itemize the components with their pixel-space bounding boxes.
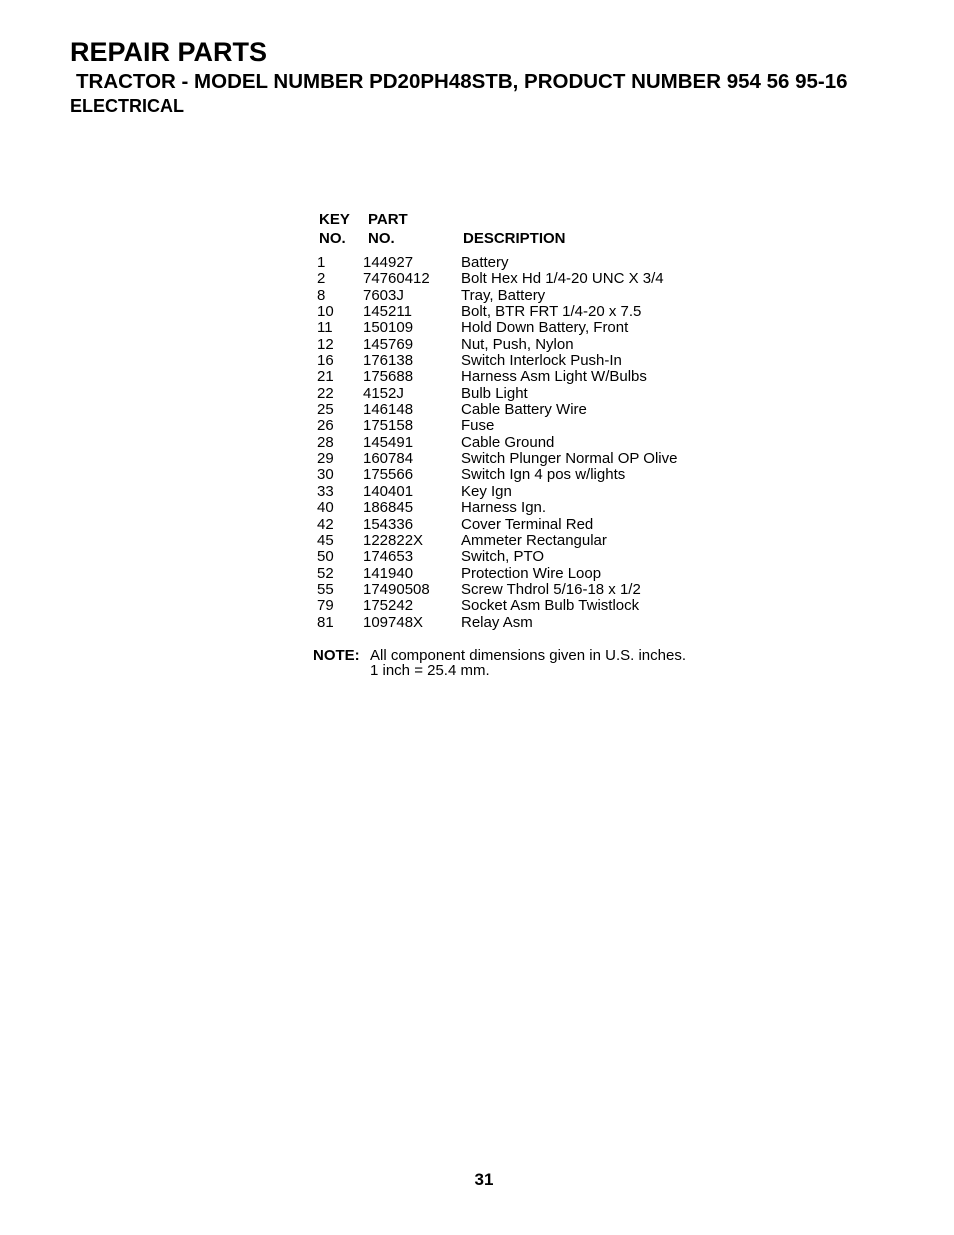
part-no-cell: 146148 [363, 401, 414, 419]
part-no-cell: 154336 [363, 515, 414, 533]
table-row [317, 337, 737, 353]
part-no-cell: 175242 [363, 597, 414, 615]
part-no-cell: 140401 [363, 482, 414, 500]
table-row [317, 435, 737, 451]
key-no-cell: 52 [317, 564, 334, 582]
table-row [317, 484, 737, 500]
key-no-cell: 11 [317, 319, 333, 337]
part-no-cell: 7603J [363, 286, 404, 304]
description-cell: Socket Asm Bulb Twistlock [461, 597, 640, 615]
key-no-cell: 29 [317, 450, 334, 468]
table-row [317, 467, 737, 483]
table-row [317, 288, 737, 304]
description-cell: Harness Ign. [461, 499, 547, 517]
table-row [317, 353, 737, 369]
description-cell: Key Ign [461, 482, 512, 500]
key-no-cell: 22 [317, 384, 334, 402]
table-row [317, 566, 737, 582]
table-row [317, 500, 737, 516]
description-cell: Cover Terminal Red [461, 515, 594, 533]
part-no-cell: 175688 [363, 368, 414, 386]
key-no-cell: 42 [317, 515, 334, 533]
parts-table [317, 211, 737, 631]
header-part-line1: PART [368, 211, 408, 228]
note-line1: All component dimensions given in U.S. inches. [370, 647, 686, 664]
key-no-cell: 16 [317, 352, 334, 370]
description-cell: Bolt, BTR FRT 1/4-20 x 7.5 [461, 303, 642, 321]
table-row [317, 549, 737, 565]
key-no-cell: 25 [317, 401, 334, 419]
header-key-line1: KEY [319, 211, 350, 228]
key-no-cell: 12 [317, 335, 334, 353]
part-no-cell: 176138 [363, 352, 414, 370]
description-cell: Protection Wire Loop [461, 564, 602, 582]
description-cell: Switch Ign 4 pos w/lights [461, 466, 626, 484]
part-no-cell: 175158 [363, 417, 414, 435]
part-no-cell: 17490508 [363, 580, 430, 598]
part-no-cell: 109748X [363, 613, 424, 631]
part-no-cell: 174653 [363, 548, 414, 566]
key-no-cell: 50 [317, 548, 334, 566]
table-row [317, 320, 737, 336]
description-cell: Relay Asm [461, 613, 533, 631]
description-cell: Switch, PTO [461, 548, 545, 566]
table-row [317, 402, 737, 418]
key-no-cell: 45 [317, 531, 334, 549]
table-row [317, 255, 737, 271]
part-no-cell: 186845 [363, 499, 414, 517]
key-no-cell: 21 [317, 368, 334, 386]
description-cell: Ammeter Rectangular [461, 531, 607, 549]
description-cell: Fuse [461, 417, 495, 435]
key-no-cell: 2 [317, 270, 326, 288]
header-description: DESCRIPTION [463, 230, 566, 247]
page-title: REPAIR PARTS [70, 37, 268, 67]
part-no-cell: 4152J [363, 384, 404, 402]
table-row [317, 418, 737, 434]
page-subtitle: TRACTOR - MODEL NUMBER PD20PH48STB, PRODUCT NUMBER 954 56 95-16 [76, 70, 848, 93]
key-no-cell: 1 [317, 254, 326, 271]
key-no-cell: 10 [317, 303, 334, 321]
table-row [317, 533, 737, 549]
part-no-cell: 74760412 [363, 270, 430, 288]
description-cell: Harness Asm Light W/Bulbs [461, 368, 647, 386]
table-row [317, 271, 737, 287]
key-no-cell: 81 [317, 613, 334, 631]
part-no-cell: 144927 [363, 254, 414, 271]
note-label: NOTE: [313, 647, 360, 664]
part-no-cell: 150109 [363, 319, 414, 337]
key-no-cell: 79 [317, 597, 334, 615]
description-cell: Tray, Battery [461, 286, 546, 304]
description-cell: Cable Ground [461, 433, 555, 451]
table-row [317, 582, 737, 598]
header-part-line2: NO. [368, 230, 395, 247]
description-cell: Bulb Light [461, 384, 528, 402]
section-title: ELECTRICAL [70, 96, 184, 116]
part-no-cell: 122822X [363, 531, 424, 549]
key-no-cell: 40 [317, 499, 334, 517]
description-cell: Bolt Hex Hd 1/4-20 UNC X 3/4 [461, 270, 664, 288]
part-no-cell: 145491 [363, 433, 414, 451]
part-no-cell: 145211 [363, 303, 412, 321]
table-row [317, 598, 737, 614]
parts-table-header [317, 211, 737, 253]
description-cell: Nut, Push, Nylon [461, 335, 574, 353]
part-no-cell: 141940 [363, 564, 414, 582]
key-no-cell: 30 [317, 466, 334, 484]
table-row [317, 304, 737, 320]
description-cell: Battery [461, 254, 509, 271]
key-no-cell: 28 [317, 433, 334, 451]
key-no-cell: 55 [317, 580, 334, 598]
description-cell: Cable Battery Wire [461, 401, 587, 419]
table-row [317, 369, 737, 385]
description-cell: Hold Down Battery, Front [461, 319, 629, 337]
note-line2: 1 inch = 25.4 mm. [370, 662, 490, 679]
part-no-cell: 175566 [363, 466, 414, 484]
key-no-cell: 26 [317, 417, 334, 435]
part-no-cell: 160784 [363, 450, 414, 468]
key-no-cell: 33 [317, 482, 334, 500]
table-row [317, 615, 737, 631]
table-row [317, 451, 737, 467]
page-number: 31 [474, 1170, 494, 1189]
description-cell: Switch Interlock Push-In [461, 352, 622, 370]
key-no-cell: 8 [317, 286, 326, 304]
table-row [317, 386, 737, 402]
part-no-cell: 145769 [363, 335, 414, 353]
description-cell: Switch Plunger Normal OP Olive [461, 450, 678, 468]
parts-table-body [317, 255, 737, 631]
description-cell: Screw Thdrol 5/16-18 x 1/2 [461, 580, 641, 598]
header-key-line2: NO. [319, 230, 346, 247]
table-row [317, 517, 737, 533]
